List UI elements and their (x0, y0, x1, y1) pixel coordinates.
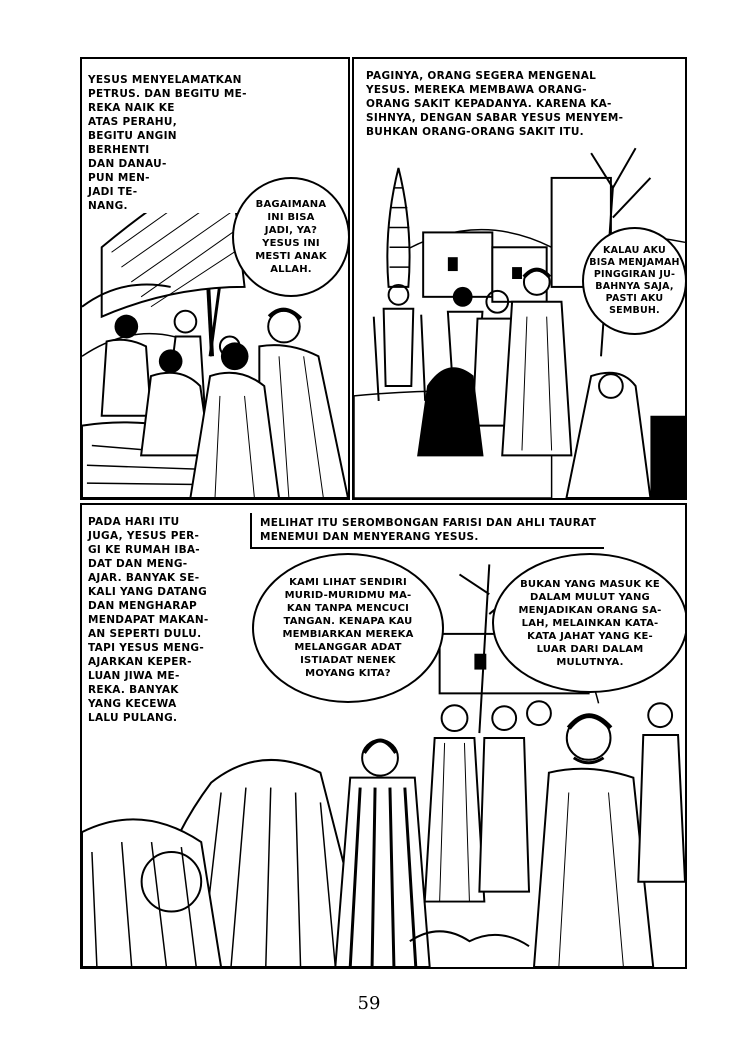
bubble-line: MELANGGAR ADAT (294, 642, 402, 653)
bubble-line: BUKAN YANG MASUK KE (520, 578, 660, 590)
caption-line: PAGINYA, ORANG SEGERA MENGENAL (366, 70, 597, 82)
bubble-line: MESTI ANAK (255, 251, 327, 262)
page-number: 59 (357, 993, 381, 1014)
caption-line: PETRUS. DAN BEGITU ME- (88, 88, 247, 100)
caption-line: PUN MEN- (88, 172, 150, 184)
caption-line: BEGITU ANGIN (88, 130, 177, 142)
caption-line: PADA HARI ITU (88, 516, 180, 528)
bubble-line: LAH, MELAINKAN KATA- (521, 617, 659, 629)
panel-boat (80, 57, 350, 500)
caption-line: YANG KECEWA (88, 698, 177, 710)
caption-line: AJAR. BANYAK SE- (88, 572, 200, 584)
caption-line: SIHNYA, DENGAN SABAR YESUS MENYEM- (366, 112, 624, 124)
bubble-line: KATA JAHAT YANG KE- (527, 630, 653, 642)
caption-pharisees-arrive (250, 513, 604, 549)
panel-healing (352, 57, 687, 500)
speech-bubble-woman (582, 227, 687, 335)
bubble-line: MEMBIARKAN MEREKA (282, 629, 414, 640)
caption-line: NANG. (88, 200, 128, 212)
bubble-line: JADI, YA? (264, 225, 318, 236)
caption-line: BERHENTI (88, 144, 150, 156)
bubble-line: BAGAIMANA (255, 199, 327, 210)
panel-pharisees (80, 503, 687, 969)
caption-line: MENEMUI DAN MENYERANG YESUS. (260, 531, 479, 543)
caption-line: YESUS MENYELAMATKAN (88, 74, 242, 86)
bubble-line: SEMBUH. (609, 305, 660, 316)
caption-line: MELIHAT ITU SEROMBONGAN FARISI DAN AHLI TAURAT (260, 517, 597, 529)
caption-line: LUAN JIWA ME- (88, 670, 180, 682)
bubble-line: MENJADIKAN ORANG SA- (518, 604, 662, 616)
caption-line: KALI YANG DATANG (88, 586, 208, 598)
bubble-line: MOYANG KITA? (305, 668, 391, 679)
caption-line: DAN DANAU- (88, 158, 167, 170)
caption-line: AN SEPERTI DULU. (88, 628, 202, 640)
caption-line: REKA. BANYAK (88, 684, 179, 696)
bubble-line: KAMI LIHAT SENDIRI (289, 577, 407, 588)
caption-line: JADI TE- (88, 186, 138, 198)
caption-healing (366, 69, 623, 139)
bubble-line: LUAR DARI DALAM (536, 643, 644, 655)
bubble-line: MULUTNYA. (556, 656, 624, 668)
caption-line: YESUS. MEREKA MEMBAWA ORANG- (366, 84, 587, 96)
bubble-line: DALAM MULUT YANG (530, 591, 650, 603)
bubble-line: MURID-MURIDMU MA- (284, 590, 412, 601)
bubble-line: PASTI AKU (605, 293, 664, 304)
bubble-line: PINGGIRAN JU- (593, 269, 676, 280)
speech-bubble-pharisee (252, 553, 444, 703)
bubble-line: YESUS INI (262, 238, 320, 249)
speech-bubble-jesus (492, 553, 687, 693)
caption-line: DAN MENGHARAP (88, 600, 198, 612)
bubble-line: ALLAH. (270, 264, 312, 275)
caption-line: MENDAPAT MAKAN- (88, 614, 209, 626)
bubble-line: KAN TANPA MENCUCI (286, 603, 410, 614)
bubble-line: KALAU AKU (603, 245, 666, 256)
caption-synagogue (88, 515, 209, 725)
bubble-line: ISTIADAT NENEK (300, 655, 396, 666)
bubble-line: INI BISA (267, 212, 315, 223)
caption-line: LALU PULANG. (88, 712, 178, 724)
caption-line: REKA NAIK KE (88, 102, 175, 114)
caption-line: JUGA, YESUS PER- (88, 530, 200, 542)
caption-line: AJARKAN KEPER- (88, 656, 192, 668)
caption-line: TAPI YESUS MENG- (88, 642, 204, 654)
bubble-line: BISA MENJAMAH (589, 257, 680, 268)
caption-boat (88, 73, 247, 213)
bubble-line: BAHNYA SAJA, (595, 281, 674, 292)
caption-line: ATAS PERAHU, (88, 116, 177, 128)
caption-line: ORANG SAKIT KEPADANYA. KARENA KA- (366, 98, 612, 110)
caption-line: DAT DAN MENG- (88, 558, 188, 570)
caption-line: GI KE RUMAH IBA- (88, 544, 200, 556)
caption-line: BUHKAN ORANG-ORANG SAKIT ITU. (366, 126, 584, 138)
speech-bubble-disciple (232, 177, 350, 297)
bubble-line: TANGAN. KENAPA KAU (283, 616, 413, 627)
